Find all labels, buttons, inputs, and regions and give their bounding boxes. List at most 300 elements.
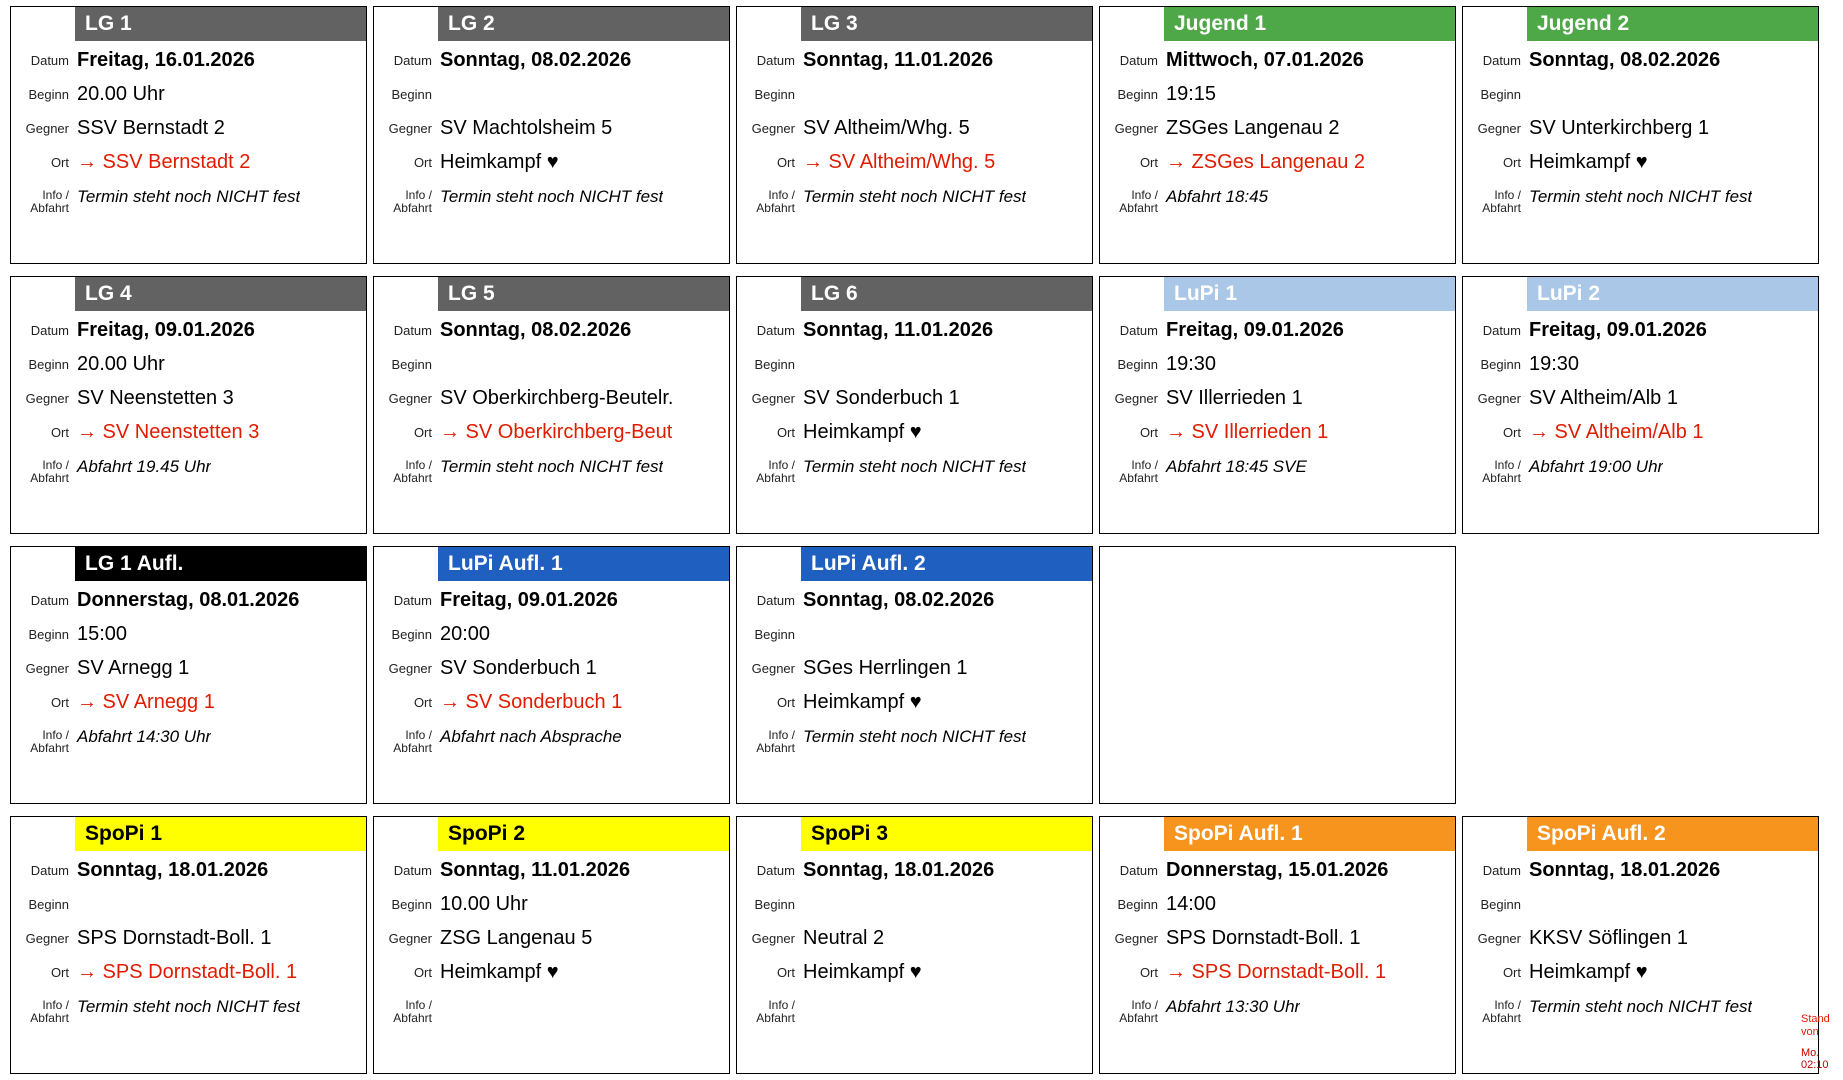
- beginn-row: [1100, 77, 1455, 111]
- info-label: [374, 187, 438, 214]
- info-row: [374, 989, 729, 1043]
- datum-value: Sonntag, 08.02.2026: [440, 48, 632, 71]
- info-label-line1: Info /: [42, 458, 69, 472]
- info-value: Termin steht noch NICHT fest: [803, 727, 1027, 746]
- match-card-slot: [1099, 546, 1462, 816]
- match-card: [10, 276, 367, 534]
- datum-row: [1463, 853, 1818, 887]
- gegner-row: [374, 381, 729, 415]
- info-label-line1: Info /: [42, 728, 69, 742]
- info-label: [1463, 997, 1527, 1024]
- datum-row: [11, 583, 366, 617]
- beginn-label: Beginn: [754, 86, 795, 102]
- match-card-slot: [1099, 816, 1462, 1080]
- beginn-row: [737, 347, 1092, 381]
- datum-value: Sonntag, 11.01.2026: [803, 318, 994, 341]
- gegner-label: Gegner: [1114, 390, 1158, 406]
- beginn-label: Beginn: [28, 86, 69, 102]
- info-row: [374, 719, 729, 773]
- match-card-fields: [11, 41, 366, 263]
- ort-value: Heimkampf ♥: [1529, 960, 1648, 983]
- info-label-line1: Info /: [405, 998, 432, 1012]
- gegner-value: SGes Herrlingen 1: [803, 656, 968, 679]
- gegner-value: SV Unterkirchberg 1: [1529, 116, 1710, 139]
- info-label: [374, 727, 438, 754]
- match-card: [373, 816, 730, 1074]
- gegner-row: [11, 111, 366, 145]
- beginn-row: [1463, 887, 1818, 921]
- info-label-line2: Abfahrt: [1119, 470, 1158, 485]
- info-label-line2: Abfahrt: [1119, 200, 1158, 215]
- match-card-title: LuPi 1: [1164, 277, 1455, 311]
- match-card-fields: [374, 581, 729, 803]
- ort-value: → SV Altheim/Whg. 5: [803, 150, 996, 173]
- info-label-line2: Abfahrt: [756, 470, 795, 485]
- beginn-label: Beginn: [28, 356, 69, 372]
- info-label-line1: Info /: [1131, 188, 1158, 202]
- gegner-label: Gegner: [1477, 120, 1521, 136]
- beginn-row: [1100, 347, 1455, 381]
- info-value: Termin steht noch NICHT fest: [803, 457, 1027, 476]
- gegner-label: Gegner: [1114, 930, 1158, 946]
- gegner-label: Gegner: [1114, 120, 1158, 136]
- ort-label: Ort: [776, 694, 795, 710]
- gegner-label: Gegner: [751, 390, 795, 406]
- info-label: [11, 997, 75, 1024]
- gegner-value: SV Neenstetten 3: [77, 386, 234, 409]
- ort-label: Ort: [50, 694, 69, 710]
- match-card: [736, 276, 1093, 534]
- info-label-line1: Info /: [1131, 458, 1158, 472]
- beginn-value: 20:00: [440, 622, 491, 645]
- ort-label: Ort: [776, 424, 795, 440]
- beginn-label: Beginn: [391, 86, 432, 102]
- info-label-line1: Info /: [768, 728, 795, 742]
- datum-value: Sonntag, 11.01.2026: [803, 48, 994, 71]
- match-card-fields: [11, 581, 366, 803]
- match-card-title: SpoPi 3: [801, 817, 1092, 851]
- datum-label: Datum: [1482, 862, 1521, 878]
- ort-label: Ort: [776, 964, 795, 980]
- ort-value: → SV Illerrieden 1: [1166, 420, 1329, 443]
- datum-label: Datum: [1119, 322, 1158, 338]
- ort-value: Heimkampf ♥: [803, 690, 922, 713]
- match-card-title: SpoPi 2: [438, 817, 729, 851]
- datum-value: Sonntag, 11.01.2026: [440, 858, 631, 881]
- datum-label: Datum: [30, 52, 69, 68]
- beginn-label: Beginn: [754, 626, 795, 642]
- match-card-slot: [736, 276, 1099, 546]
- datum-row: [737, 43, 1092, 77]
- info-label-line2: Abfahrt: [393, 740, 432, 755]
- stamp-line-1: Stand: [1801, 1013, 1830, 1026]
- datum-value: Mittwoch, 07.01.2026: [1166, 48, 1364, 71]
- info-label: [737, 727, 801, 754]
- ort-label: Ort: [1139, 154, 1158, 170]
- match-card-slot: [10, 546, 373, 816]
- gegner-row: [737, 921, 1092, 955]
- info-label-line2: Abfahrt: [30, 200, 69, 215]
- beginn-row: [11, 617, 366, 651]
- datum-value: Freitag, 09.01.2026: [440, 588, 618, 611]
- ort-value: Heimkampf ♥: [440, 150, 559, 173]
- gegner-label: Gegner: [751, 120, 795, 136]
- beginn-label: Beginn: [391, 356, 432, 372]
- datum-row: [1463, 43, 1818, 77]
- stamp-line-2: von: [1801, 1026, 1819, 1039]
- ort-row: [374, 685, 729, 719]
- gegner-value: SV Sonderbuch 1: [440, 656, 597, 679]
- match-card-slot: [1099, 276, 1462, 546]
- ort-value: → SV Arnegg 1: [77, 690, 215, 713]
- beginn-label: Beginn: [1480, 896, 1521, 912]
- beginn-row: [374, 887, 729, 921]
- ort-row: [1463, 955, 1818, 989]
- ort-row: [11, 955, 366, 989]
- ort-label: Ort: [1139, 964, 1158, 980]
- datum-label: Datum: [393, 592, 432, 608]
- beginn-value: 15:00: [77, 622, 128, 645]
- stamp-line-4: 02:10: [1801, 1059, 1829, 1072]
- info-label: [737, 187, 801, 214]
- ort-label: Ort: [1502, 154, 1521, 170]
- ort-row: [737, 955, 1092, 989]
- beginn-row: [737, 77, 1092, 111]
- beginn-value: 19:30: [1529, 352, 1580, 375]
- ort-value: → SV Sonderbuch 1: [440, 690, 623, 713]
- datum-row: [374, 313, 729, 347]
- info-label-line1: Info /: [768, 998, 795, 1012]
- match-card: [10, 6, 367, 264]
- info-label: [1463, 457, 1527, 484]
- info-label-line1: Info /: [42, 188, 69, 202]
- gegner-label: Gegner: [25, 660, 69, 676]
- info-label-line1: Info /: [768, 458, 795, 472]
- match-card-title: Jugend 2: [1527, 7, 1818, 41]
- gegner-label: Gegner: [1477, 930, 1521, 946]
- beginn-row: [1463, 77, 1818, 111]
- match-card-title: SpoPi 1: [75, 817, 366, 851]
- ort-label: Ort: [413, 694, 432, 710]
- beginn-label: Beginn: [1480, 356, 1521, 372]
- gegner-value: SV Altheim/Alb 1: [1529, 386, 1678, 409]
- match-card-fields: [1463, 851, 1818, 1073]
- gegner-value: ZSGes Langenau 2: [1166, 116, 1340, 139]
- info-row: [737, 179, 1092, 233]
- ort-row: [374, 955, 729, 989]
- gegner-row: [1100, 381, 1455, 415]
- beginn-row: [1463, 347, 1818, 381]
- beginn-label: Beginn: [1480, 86, 1521, 102]
- gegner-value: SV Sonderbuch 1: [803, 386, 960, 409]
- gegner-row: [11, 651, 366, 685]
- match-card-slot: [736, 6, 1099, 276]
- datum-label: Datum: [1119, 862, 1158, 878]
- info-label-line1: Info /: [1494, 458, 1521, 472]
- match-card-title: LG 4: [75, 277, 366, 311]
- info-row: [1100, 989, 1455, 1043]
- beginn-label: Beginn: [1117, 86, 1158, 102]
- match-card: [1462, 816, 1819, 1074]
- info-label-line2: Abfahrt: [756, 740, 795, 755]
- info-row: [11, 719, 366, 773]
- match-card: [10, 546, 367, 804]
- info-value: Termin steht noch NICHT fest: [77, 187, 301, 206]
- match-card-fields: [1100, 41, 1455, 263]
- info-value: Abfahrt 19:00 Uhr: [1529, 457, 1664, 476]
- info-label-line2: Abfahrt: [393, 200, 432, 215]
- info-label-line2: Abfahrt: [1482, 200, 1521, 215]
- info-label-line2: Abfahrt: [1482, 1010, 1521, 1025]
- datum-row: [374, 853, 729, 887]
- ort-value: → SSV Bernstadt 2: [77, 150, 251, 173]
- datum-label: Datum: [393, 52, 432, 68]
- beginn-label: Beginn: [1117, 356, 1158, 372]
- info-value: Abfahrt 19.45 Uhr: [77, 457, 212, 476]
- gegner-label: Gegner: [25, 390, 69, 406]
- datum-row: [1100, 313, 1455, 347]
- info-label-line1: Info /: [405, 458, 432, 472]
- datum-row: [11, 853, 366, 887]
- info-value: Abfahrt 13:30 Uhr: [1166, 997, 1301, 1016]
- datum-row: [737, 583, 1092, 617]
- datum-value: Sonntag, 18.01.2026: [77, 858, 269, 881]
- datum-label: Datum: [756, 52, 795, 68]
- gegner-label: Gegner: [25, 120, 69, 136]
- gegner-row: [1100, 111, 1455, 145]
- ort-value: Heimkampf ♥: [440, 960, 559, 983]
- datum-label: Datum: [30, 592, 69, 608]
- info-label-line2: Abfahrt: [30, 470, 69, 485]
- match-card-title: LG 1 Aufl.: [75, 547, 366, 581]
- ort-value: → ZSGes Langenau 2: [1166, 150, 1366, 173]
- beginn-row: [1100, 887, 1455, 921]
- match-card: [1099, 276, 1456, 534]
- datum-value: Donnerstag, 08.01.2026: [77, 588, 300, 611]
- ort-label: Ort: [1502, 964, 1521, 980]
- ort-row: [1463, 145, 1818, 179]
- gegner-label: Gegner: [751, 660, 795, 676]
- gegner-label: Gegner: [751, 930, 795, 946]
- ort-row: [1100, 145, 1455, 179]
- beginn-label: Beginn: [754, 896, 795, 912]
- empty-card: [1099, 546, 1456, 804]
- ort-label: Ort: [413, 424, 432, 440]
- match-card-title: LG 6: [801, 277, 1092, 311]
- ort-row: [737, 145, 1092, 179]
- info-value: Termin steht noch NICHT fest: [803, 187, 1027, 206]
- datum-label: Datum: [1482, 52, 1521, 68]
- info-label: [374, 997, 438, 1024]
- ort-row: [737, 685, 1092, 719]
- datum-label: Datum: [393, 322, 432, 338]
- match-card-slot: [736, 816, 1099, 1080]
- match-card: [1462, 6, 1819, 264]
- beginn-value: 10.00 Uhr: [440, 892, 528, 915]
- ort-label: Ort: [413, 154, 432, 170]
- match-card-title: LG 5: [438, 277, 729, 311]
- match-card-slot: [373, 816, 736, 1080]
- match-card-fields: [11, 851, 366, 1073]
- gegner-value: SV Illerrieden 1: [1166, 386, 1303, 409]
- ort-row: [11, 145, 366, 179]
- info-label-line2: Abfahrt: [393, 1010, 432, 1025]
- beginn-label: Beginn: [28, 626, 69, 642]
- ort-value: Heimkampf ♥: [1529, 150, 1648, 173]
- gegner-label: Gegner: [1477, 390, 1521, 406]
- gegner-row: [374, 111, 729, 145]
- info-row: [374, 449, 729, 503]
- info-value: Termin steht noch NICHT fest: [440, 457, 664, 476]
- info-label: [11, 727, 75, 754]
- gegner-row: [737, 381, 1092, 415]
- stamp-line-3: Mo.: [1801, 1046, 1820, 1059]
- match-card-fields: [737, 41, 1092, 263]
- datum-row: [1463, 313, 1818, 347]
- info-value: Abfahrt 18:45: [1166, 187, 1269, 206]
- match-card-title: SpoPi Aufl. 2: [1527, 817, 1818, 851]
- datum-value: Freitag, 09.01.2026: [1529, 318, 1707, 341]
- ort-row: [737, 415, 1092, 449]
- match-card-title: Jugend 1: [1164, 7, 1455, 41]
- info-value: Termin steht noch NICHT fest: [440, 187, 664, 206]
- match-card-slot: [10, 276, 373, 546]
- datum-row: [1100, 853, 1455, 887]
- match-card-title: LuPi 2: [1527, 277, 1818, 311]
- beginn-value: 20.00 Uhr: [77, 82, 165, 105]
- match-card-title: LuPi Aufl. 2: [801, 547, 1092, 581]
- match-card: [736, 816, 1093, 1074]
- gegner-row: [737, 651, 1092, 685]
- match-card: [1099, 6, 1456, 264]
- gegner-value: Neutral 2: [803, 926, 885, 949]
- datum-row: [11, 43, 366, 77]
- beginn-value: 19:30: [1166, 352, 1217, 375]
- ort-label: Ort: [776, 154, 795, 170]
- datum-value: Sonntag, 08.02.2026: [1529, 48, 1721, 71]
- ort-row: [1100, 955, 1455, 989]
- gegner-value: SV Arnegg 1: [77, 656, 190, 679]
- ort-label: Ort: [50, 424, 69, 440]
- gegner-row: [11, 381, 366, 415]
- match-card-title: LG 2: [438, 7, 729, 41]
- info-label-line2: Abfahrt: [1119, 1010, 1158, 1025]
- datum-value: Sonntag, 08.02.2026: [440, 318, 632, 341]
- beginn-row: [11, 347, 366, 381]
- gegner-label: Gegner: [388, 120, 432, 136]
- match-card-fields: [374, 311, 729, 533]
- info-row: [1100, 179, 1455, 233]
- info-value: Abfahrt 14:30 Uhr: [77, 727, 212, 746]
- ort-label: Ort: [1502, 424, 1521, 440]
- gegner-row: [1463, 111, 1818, 145]
- match-card-slot: [10, 816, 373, 1080]
- match-card-slot: [1099, 6, 1462, 276]
- datum-row: [374, 583, 729, 617]
- ort-row: [374, 145, 729, 179]
- match-card: [373, 276, 730, 534]
- match-card: [736, 546, 1093, 804]
- info-label: [11, 457, 75, 484]
- gegner-row: [737, 111, 1092, 145]
- ort-row: [374, 415, 729, 449]
- datum-label: Datum: [30, 862, 69, 878]
- datum-row: [1100, 43, 1455, 77]
- match-card-slot: [373, 546, 736, 816]
- datum-row: [11, 313, 366, 347]
- gegner-row: [374, 921, 729, 955]
- datum-label: Datum: [756, 322, 795, 338]
- match-card-slot: [10, 6, 373, 276]
- datum-value: Freitag, 09.01.2026: [1166, 318, 1344, 341]
- gegner-value: SV Machtolsheim 5: [440, 116, 613, 139]
- info-label-line1: Info /: [1494, 998, 1521, 1012]
- info-label-line2: Abfahrt: [30, 1010, 69, 1025]
- match-card-slot: [1462, 276, 1825, 546]
- beginn-row: [737, 617, 1092, 651]
- match-card-slot: [1462, 816, 1825, 1080]
- info-row: [374, 179, 729, 233]
- ort-label: Ort: [50, 154, 69, 170]
- datum-row: [374, 43, 729, 77]
- match-card-title: LuPi Aufl. 1: [438, 547, 729, 581]
- info-value: Abfahrt 18:45 SVE: [1166, 457, 1307, 476]
- gegner-value: SPS Dornstadt-Boll. 1: [1166, 926, 1361, 949]
- beginn-row: [374, 77, 729, 111]
- match-card-title: LG 3: [801, 7, 1092, 41]
- info-value: Termin steht noch NICHT fest: [77, 997, 301, 1016]
- match-card-slot: [1462, 6, 1825, 276]
- gegner-label: Gegner: [388, 930, 432, 946]
- info-label-line1: Info /: [1494, 188, 1521, 202]
- ort-value: → SV Oberkirchberg-Beut: [440, 420, 673, 443]
- match-card-slot: [373, 276, 736, 546]
- match-card: [1099, 816, 1456, 1074]
- ort-value: Heimkampf ♥: [803, 420, 922, 443]
- match-card: [373, 6, 730, 264]
- datum-value: Sonntag, 08.02.2026: [803, 588, 995, 611]
- info-label-line1: Info /: [405, 728, 432, 742]
- gegner-value: SSV Bernstadt 2: [77, 116, 225, 139]
- info-label-line2: Abfahrt: [756, 200, 795, 215]
- beginn-row: [11, 887, 366, 921]
- info-label-line2: Abfahrt: [1482, 470, 1521, 485]
- info-label-line2: Abfahrt: [393, 470, 432, 485]
- datum-value: Donnerstag, 15.01.2026: [1166, 858, 1389, 881]
- match-card-fields: [1100, 851, 1455, 1073]
- info-label: [1463, 187, 1527, 214]
- gegner-label: Gegner: [388, 660, 432, 676]
- gegner-label: Gegner: [25, 930, 69, 946]
- datum-label: Datum: [1482, 322, 1521, 338]
- match-card-fields: [737, 311, 1092, 533]
- info-value: Termin steht noch NICHT fest: [1529, 187, 1753, 206]
- beginn-label: Beginn: [391, 896, 432, 912]
- match-card-slot: [1462, 546, 1825, 816]
- ort-value: Heimkampf ♥: [803, 960, 922, 983]
- ort-value: → SPS Dornstadt-Boll. 1: [1166, 960, 1387, 983]
- gegner-value: SPS Dornstadt-Boll. 1: [77, 926, 272, 949]
- info-label: [1100, 997, 1164, 1024]
- info-label-line2: Abfahrt: [756, 1010, 795, 1025]
- ort-value: → SV Neenstetten 3: [77, 420, 260, 443]
- match-card-fields: [1463, 41, 1818, 263]
- info-label-line1: Info /: [1131, 998, 1158, 1012]
- ort-label: Ort: [50, 964, 69, 980]
- match-card-fields: [737, 581, 1092, 803]
- gegner-value: KKSV Söflingen 1: [1529, 926, 1688, 949]
- datum-label: Datum: [756, 592, 795, 608]
